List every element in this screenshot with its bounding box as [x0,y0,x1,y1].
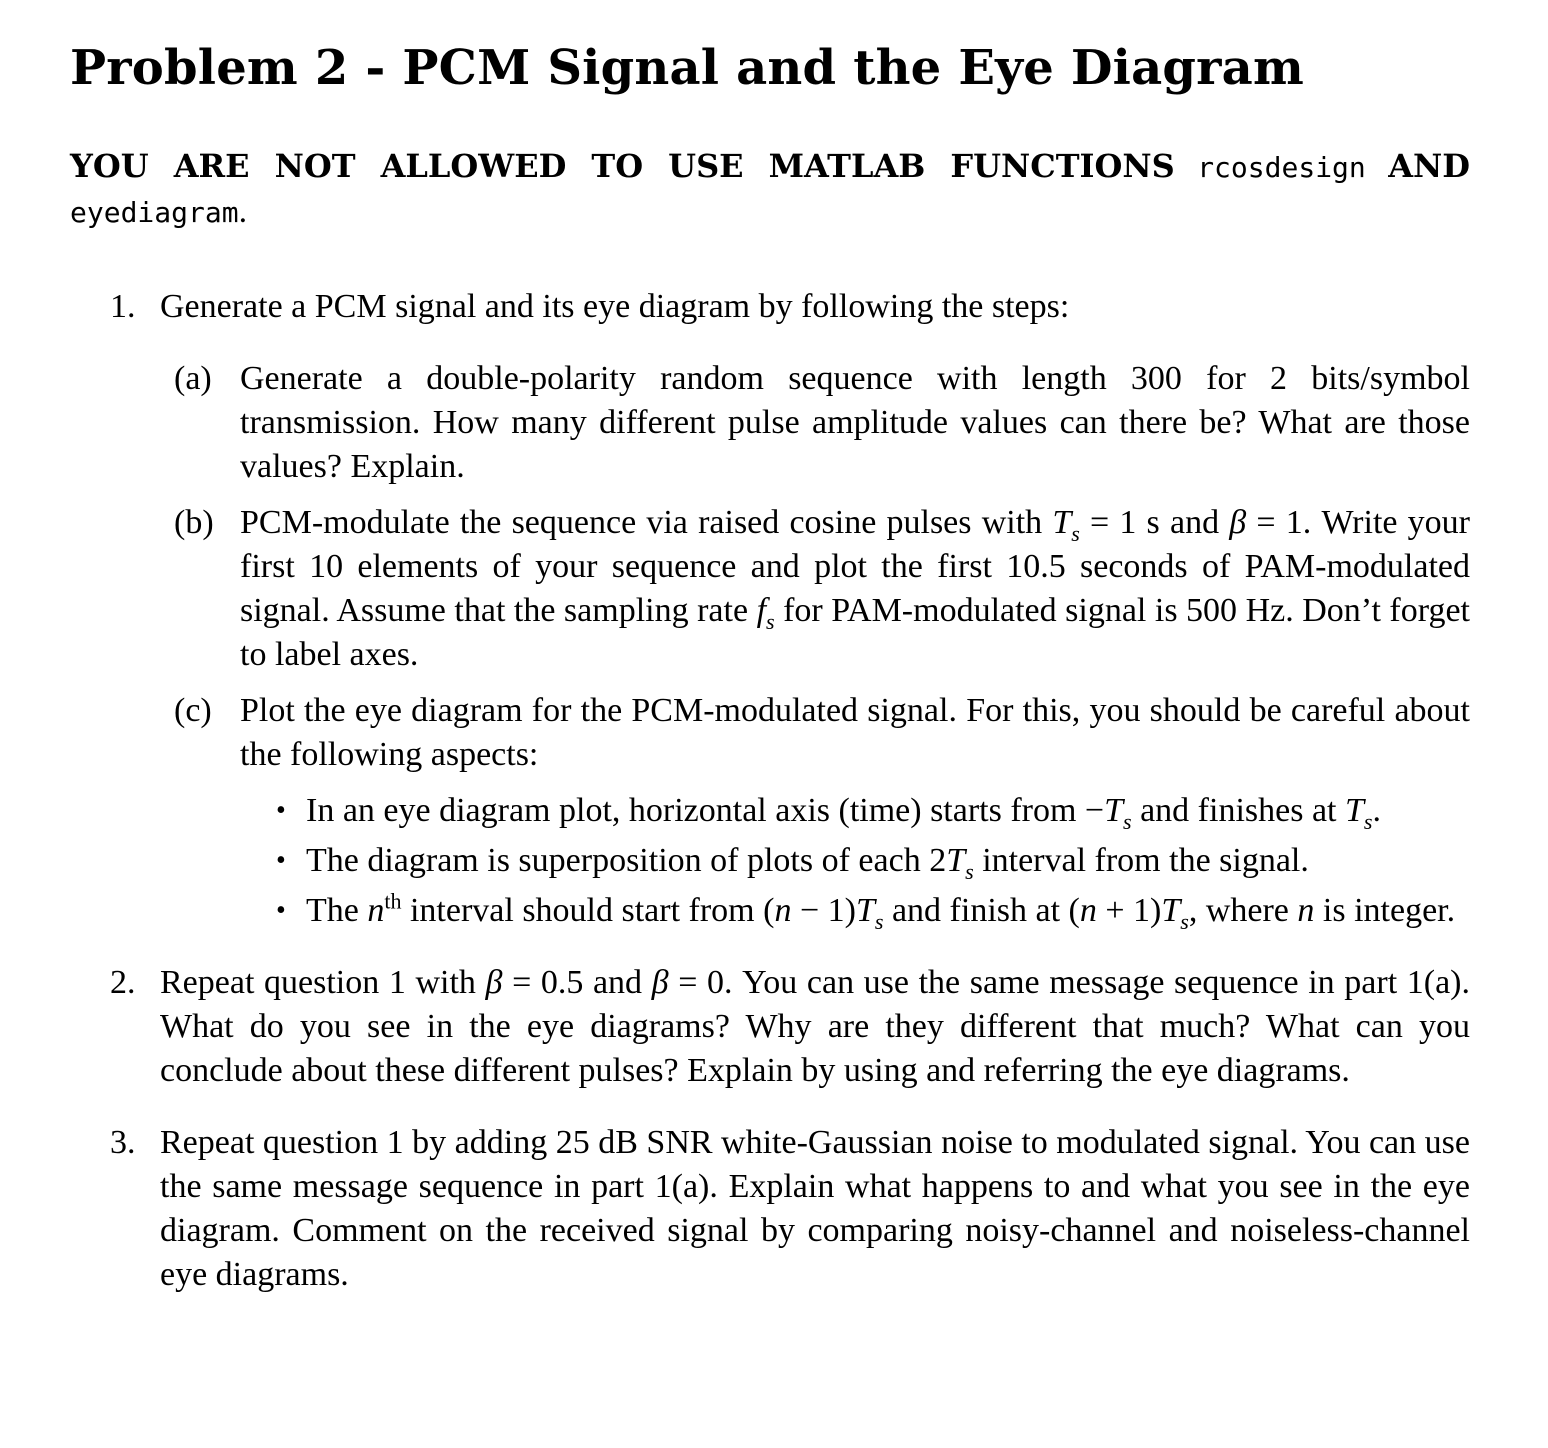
math-Ts: T [1161,892,1181,929]
bullet-text: + 1) [1096,892,1162,929]
question-1-number: 1. [110,288,136,325]
question-1a-text: Generate a double-polarity random sequence with length 300 for 2 bits/symbol transmission. How many different pulse amplitude values can there be? What are those values? Explain. [240,360,1470,485]
question-1a-label: (a) [174,360,212,397]
restriction-notice [70,144,1470,235]
question-1a [70,357,1470,489]
math-fs: f [756,592,767,629]
math-beta: β [485,964,503,1001]
math-Ts: T [1345,792,1364,829]
math-sub-s: s [1071,520,1080,546]
question-1 [70,285,1470,329]
bullet-item [70,789,1470,833]
bullet-icon: • [276,845,286,876]
question-1-text: Generate a PCM signal and its eye diagram by following the steps: [160,288,1070,325]
math-sub-s: s [1123,808,1132,834]
bullet-text: is integer. [1314,892,1456,929]
document-page [70,28,1470,1297]
question-2-text-2: = 0.5 and [502,964,652,1001]
math-sub-s: s [965,858,974,884]
forbidden-function-eyediagram: eyediagram [70,196,239,229]
question-1b-text-3: = 1. Write your first 10 elements of your sequence and plot the first 10.5 seconds of PAM-modulated signal. Assume that the sampling rate [240,504,1470,629]
bullet-icon: • [276,895,286,926]
math-sub-s: s [1363,808,1373,834]
bullet-text: and finishes at [1131,792,1345,829]
math-n: n [1079,892,1097,929]
math-sub-s: s [874,908,884,934]
bullet-item [70,839,1470,883]
page-title: Problem 2 - PCM Signal and the Eye Diagram [70,40,1304,96]
bullet-text: − 1) [791,892,856,929]
restriction-period: . [238,193,248,230]
question-2-text-3: = 0. You can use the same message sequence in part 1(a). What do you see in the eye diagrams? Why are they different that much? What can you conclude about these different pulses? Explain by using and referring the eye diagrams. [160,964,1471,1089]
bullet-text: The [306,892,368,929]
restriction-text: YOU ARE NOT ALLOWED TO USE MATLAB FUNCTIONS [70,147,1175,185]
bullet-text: and finish at ( [883,892,1080,929]
question-1b-label: (b) [174,504,214,541]
question-1b-text-1: PCM-modulate the sequence via raised cosine pulses with [240,504,1053,541]
question-2-text-1: Repeat question 1 with [160,964,486,1001]
bullet-text: The diagram is superposition of plots of each 2 [306,842,947,879]
math-beta: β [651,964,669,1001]
bullet-text: , where [1188,892,1298,929]
bullet-item [70,889,1470,933]
math-sub-s: s [766,608,775,634]
math-sub-s: s [1180,908,1189,934]
question-3 [70,1121,1470,1297]
bullet-text: . [1372,792,1381,829]
question-1b-text-2: = 1 s and [1079,504,1230,541]
bullet-text: In an eye diagram plot, horizontal axis (time) starts from − [306,792,1105,829]
forbidden-function-rcosdesign: rcosdesign [1197,151,1366,184]
question-1b-text-4: for PAM-modulated signal is 500 Hz. Don’t forget to label axes. [240,592,1470,673]
math-n: n [367,892,385,929]
question-2 [70,961,1470,1093]
question-1c-text: Plot the eye diagram for the PCM-modulated signal. For this, you should be careful about the following aspects: [240,692,1470,773]
bullet-text: interval from the signal. [973,842,1309,879]
math-Ts: T [946,842,966,879]
question-1b [70,501,1470,677]
math-beta: β [1229,504,1247,541]
bullet-text: interval should start from ( [401,892,775,929]
question-3-text: Repeat question 1 by adding 25 dB SNR white-Gaussian noise to modulated signal. You can use the same message sequence in part 1(a). Explain what happens to and what you see in the eye diagram. Comment on the received signal by comparing noisy-channel and noiseless-channel eye diagrams. [160,1124,1470,1293]
question-1c [70,689,1470,777]
restriction-and: AND [1388,147,1471,185]
math-Ts: T [1104,792,1124,829]
math-Ts: T [1052,504,1072,541]
question-2-number: 2. [110,964,136,1001]
bullet-icon: • [276,795,286,826]
math-n: n [1297,892,1315,929]
question-3-number: 3. [110,1124,136,1161]
math-n: n [774,892,792,929]
math-Ts: T [855,892,875,929]
math-sup-th: th [384,888,402,914]
question-1c-label: (c) [174,692,212,729]
